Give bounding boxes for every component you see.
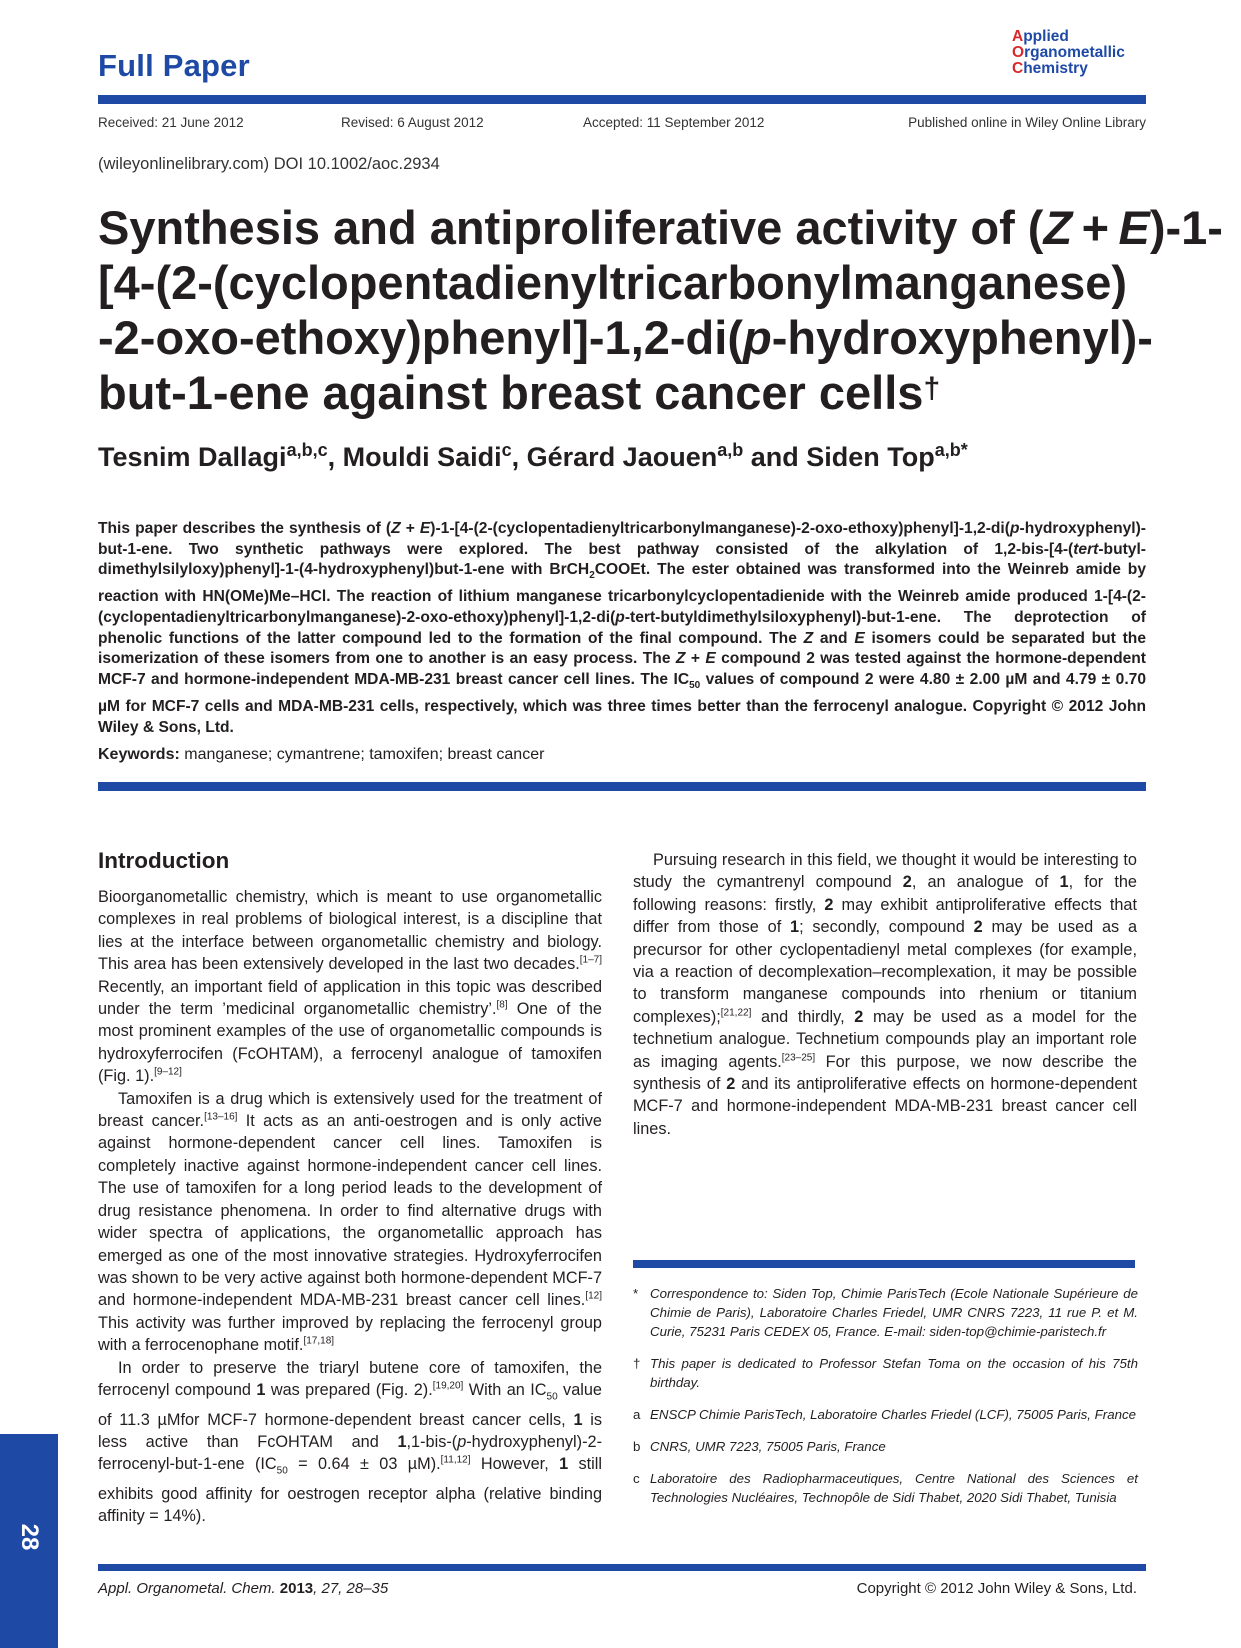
footer-rule (98, 1564, 1146, 1571)
footnote-text: This paper is dedicated to Professor Stefan Toma on the occasion of his 75th birthday. (650, 1356, 1138, 1390)
doi-line: (wileyonlinelibrary.com) DOI 10.1002/aoc.2934 (98, 155, 440, 173)
keywords (98, 746, 544, 764)
author-name: Gérard Jaouen$^{a,b}$ (526, 440, 744, 472)
intro-paragraph-1: Bioorganometallic chemistry, which is meant to use organometallic complexes in real problems of biological interest, is a discipline that lies at the interface between organometallic chemistry and biology. This area has been extensively developed in the last two decades.[1–7] Recently, an important field of application in this topic was described under the term ’medicinal organometallic chemistry’.[8] One of the most prominent examples of the use of organometallic compounds is hydroxyferrocifen (FcOHTAM), a ferrocenyl analogue of tamoxifen (Fig. 1).[9–12] (98, 888, 602, 1086)
accepted-date: Accepted: 11 September 2012 (583, 115, 765, 130)
intro-paragraph-3: In order to preserve the triaryl butene core of tamoxifen, the ferrocenyl compound 1 was prepared (Fig. 2).[19,20] With an $IC_{50}$ value of 11.3 µMfor MCF-7 hormone-dependent breast cancer cells, 1 is less active than FcOHTAM and 1,1-bis-(p-hydroxyphenyl)-2-ferrocenyl-but-1-ene ($IC_{50} = 0.64 \pm 03$ µM).[11,12] However, 1 still exhibits good affinity for oestrogen receptor alpha (relative binding affinity = 14%). (98, 1358, 602, 1526)
keywords-label: Keywords: (98, 746, 180, 763)
header-rule (98, 95, 1146, 104)
section-label: Full Paper (98, 48, 250, 83)
footnote-mark: * (633, 1286, 639, 1301)
title-line: -2-oxo-ethoxy)phenyl]-1,2-di(p-hydroxyphenyl)- (98, 311, 1153, 364)
right-paragraph: Pursuing research in this field, we thought it would be interesting to study the cymantrenyl compound 2, an analogue of 1, for the following reasons: firstly, 2 may exhibit antiproliferative effects that differ from those of 1; secondly, compound 2 may be used as a precursor for other cyclopentadienyl metal complexes (for example, via a reaction of decomplexation–recomplexation, it may be possible to transform manganese compounds into rhenium or titanium complexes);[21,22] and thirdly, 2 may be used as a model for the technetium analogue. Technetium compounds play an important role as imaging agents.[23–25] For this purpose, we now describe the synthesis of 2 and its antiproliferative effects on hormone-dependent MCF-7 and hormone-independent MDA-MB-231 breast cancer cell lines. (633, 851, 1138, 1138)
journal-logo-word: Applied (1012, 28, 1069, 45)
footnote (633, 1469, 1138, 1507)
journal-logo (1012, 29, 1125, 77)
intro-paragraph-2: Tamoxifen is a drug which is extensively used for the treatment of breast cancer.[13–16] It acts as an anti-oestrogen and is only active against hormone-dependent cancer cell lines. Tamoxifen is completely inactive against hormone-independent cancer cell lines. The use of tamoxifen for a long period leads to the development of drug resistance phenomena. In order to find alternative drugs with wider spectra of applications, the organometallic approach has emerged as one of the most innovative strategies. Hydroxyferrocifen was shown to be very active against both hormone-dependent MCF-7 and hormone-independent MDA-MB-231 breast cancer cell lines.[12] This activity was further improved by replacing the ferrocenyl group with a ferrocenophane motif.[17,18] (98, 1089, 602, 1355)
journal-logo-word: Organometallic (1012, 44, 1125, 61)
left-column (98, 848, 602, 1528)
article-title (98, 200, 1223, 420)
footnotes (633, 1284, 1138, 1520)
introduction-heading: Introduction (98, 848, 230, 873)
footnote (633, 1284, 1138, 1341)
footnote-text: ENSCP Chimie ParisTech, Laboratoire Charles Friedel (LCF), 75005 Paris, France (650, 1407, 1137, 1422)
footnote-mark: c (633, 1471, 640, 1486)
received-date: Received: 21 June 2012 (98, 115, 244, 130)
title-line: but-1-ene against breast cancer cells† (98, 366, 941, 419)
footnote-rule (633, 1260, 1135, 1268)
footnote-mark: † (633, 1356, 641, 1371)
title-line: Synthesis and antiproliferative activity of (Z + E)-1- (98, 201, 1223, 254)
footer-copyright: Copyright © 2012 John Wiley & Sons, Ltd. (856, 1580, 1137, 1597)
footnote-text: Correspondence to: Siden Top, Chimie ParisTech (Ecole Nationale Supérieure de Chimie de Paris), Laboratoire Charles Friedel, UMR CNRS 7223, 11 rue P. et M. Curie, 75231 Paris CEDEX 05, France. E-mail: siden-top@chimie-paristech.fr (650, 1286, 1138, 1339)
footer-citation: Appl. Organometal. Chem. 2013, 27, 28–35 (98, 1580, 389, 1597)
author-list: Tesnim Dallagi$^{a,b,c}$, Mouldi Saidi$^c$, Gérard Jaouen$^{a,b}$ and Siden Top$^{a,b*}$ (98, 440, 968, 472)
revised-date: Revised: 6 August 2012 (341, 115, 484, 130)
footnote (633, 1405, 1138, 1424)
published-note: Published online in Wiley Online Library (908, 115, 1146, 130)
abstract: This paper describes the synthesis of (Z + E)-1-[4-(2-(cyclopentadienyltricarbonylmanganese)-2-oxo-ethoxy)phenyl]-1,2-di(p-hydroxyphenyl)-but-1-ene. Two synthetic pathways were explored. The best pathway consisted of the alkylation of 1,2-bis-[4-(tert-butyl-dimethylsilyloxy)phenyl]-1-(4-hydroxyphenyl)but-1-ene with BrCH$_2$COOEt. The ester obtained was transformed into the Weinreb amide by reaction with HN(OMe)Me–HCl. The reaction of lithium manganese tricarbonylcyclopentadienide with the Weinreb amide produced 1-[4-(2-(cyclopentadienyltricarbonylmanganese)-2-oxo-ethoxy)phenyl]-1,2-di(p-tert-butyldimethylsiloxyphenyl)-but-1-ene. The deprotection of phenolic functions of the latter compound led to the formation of the final compound. The Z and E isomers could be separated but the isomerization of these isomers from one to another is an easy process. The Z + E compound 2 was tested against the hormone-dependent MCF-7 and hormone-independent MDA-MB-231 breast cancer cell lines. The $IC_{50}$ values of compound 2 were 4.80 ± 2.00 µM and 4.79 ± 0.70 µM for MCF-7 cells and MDA-MB-231 cells, respectively, which was three times better than the ferrocenyl analogue. Copyright © 2012 John Wiley & Sons, Ltd. (98, 520, 1147, 736)
footnote (633, 1437, 1138, 1456)
author-name: Tesnim Dallagi$^{a,b,c}$ (98, 440, 328, 472)
journal-logo-word: Chemistry (1012, 60, 1088, 77)
footnote-mark: b (633, 1439, 641, 1454)
footnote-text: Laboratoire des Radiopharmaceutiques, Centre National des Sciences et Technologies Nucléaires, Technopôle de Sidi Thabet, 2020 Sidi Thabet, Tunisia (650, 1471, 1138, 1505)
title-line: [4-(2-(cyclopentadienyltricarbonylmanganese) (98, 256, 1128, 309)
right-column (633, 849, 1137, 1140)
footnote-mark: a (633, 1407, 641, 1422)
footnote (633, 1354, 1138, 1392)
author-name: Siden Top$^{a,b*}$ (806, 440, 968, 472)
author-name: Mouldi Saidi$^c$ (342, 440, 512, 472)
abstract-rule (98, 782, 1146, 791)
page-number: 28 (16, 1523, 43, 1551)
keywords-text: manganese; cymantrene; tamoxifen; breast cancer (179, 746, 545, 763)
footnote-text: CNRS, UMR 7223, 75005 Paris, France (650, 1439, 886, 1454)
